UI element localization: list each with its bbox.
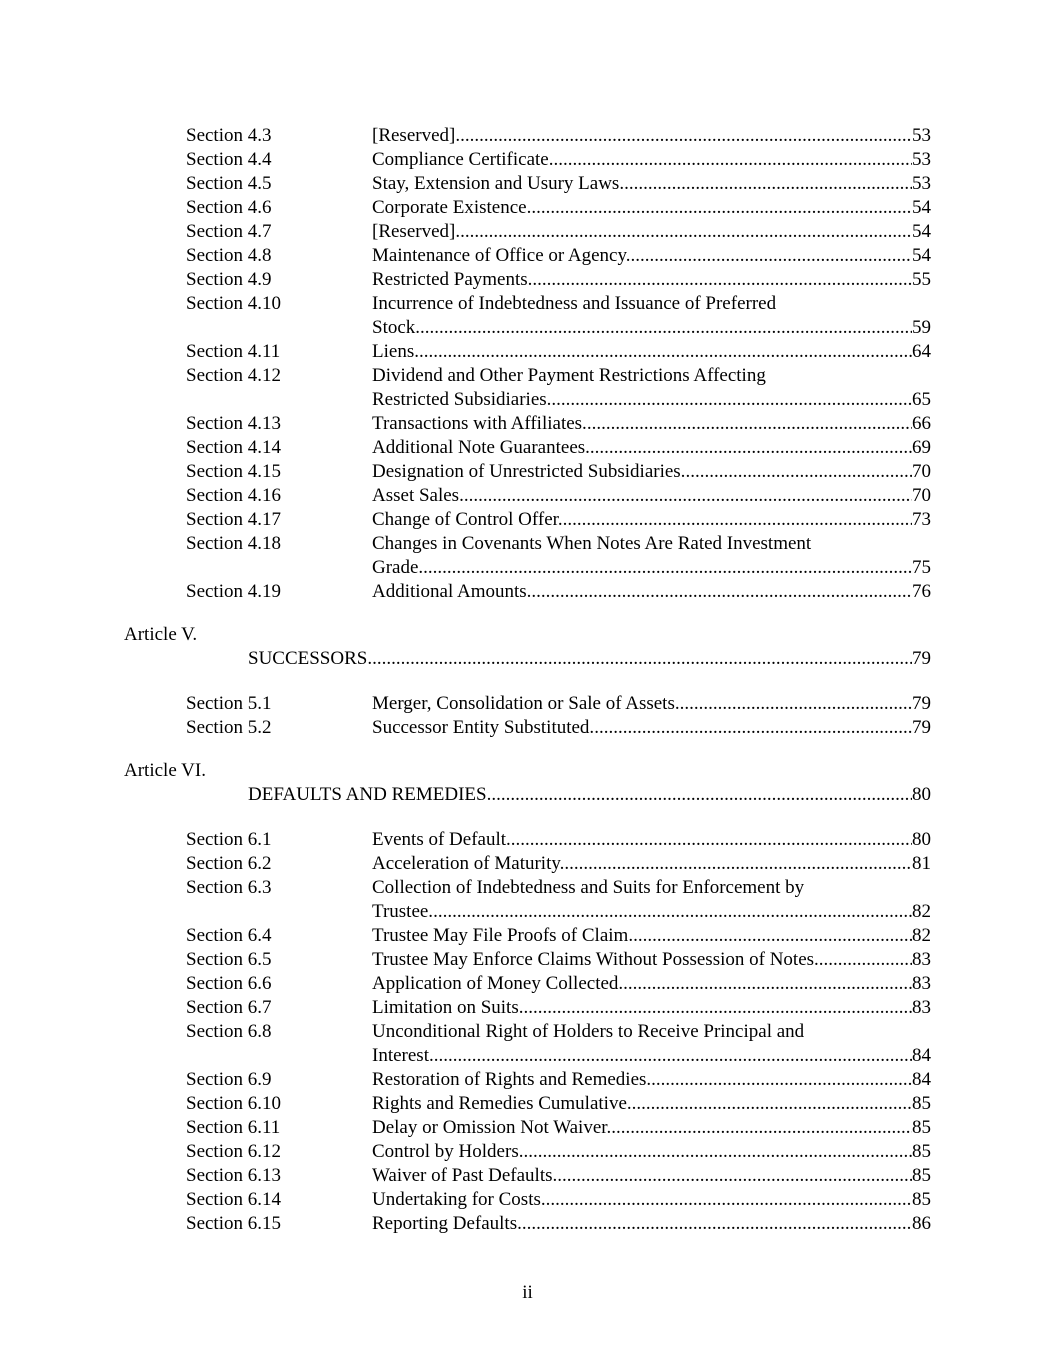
- section-title: Grade.: [372, 557, 424, 578]
- spacer: [0, 604, 1055, 624]
- section-title: Reporting Defaults.: [372, 1213, 522, 1234]
- section-number: Section 4.6: [186, 197, 272, 218]
- dot-leader: [420, 316, 912, 340]
- page-number: 86: [912, 1213, 931, 1234]
- section-number: Section 4.16: [186, 485, 281, 506]
- section-title: Stock.: [372, 317, 421, 338]
- section-number: Section 4.15: [186, 461, 281, 482]
- page-number: 81: [912, 853, 931, 874]
- dot-leader: [594, 716, 912, 740]
- page-number: 65: [912, 389, 931, 410]
- page-number: 85: [912, 1117, 931, 1138]
- section-title: Application of Money Collected.: [372, 973, 624, 994]
- entry-line: [372, 484, 931, 508]
- entry-line: [372, 924, 931, 948]
- section-entry: [372, 124, 931, 148]
- section-title: Waiver of Past Defaults.: [372, 1165, 558, 1186]
- page-number: 83: [912, 949, 931, 970]
- entry-line: [372, 716, 931, 740]
- section-title: Delay or Omission Not Waiver.: [372, 1117, 612, 1138]
- dot-leader: [419, 340, 912, 364]
- page-number: 54: [912, 245, 931, 266]
- section-title: Events of Default.: [372, 829, 511, 850]
- page-number: 83: [912, 997, 931, 1018]
- section-number: Section 6.1: [186, 829, 272, 850]
- entry-line: [372, 1044, 931, 1068]
- spacer: [0, 740, 1055, 760]
- article-v-heading: [0, 624, 1055, 672]
- section-number: Section 5.2: [186, 717, 272, 738]
- toc-row[interactable]: [0, 1140, 1055, 1164]
- page-number: 85: [912, 1189, 931, 1210]
- section-number: Section 4.19: [186, 581, 281, 602]
- entry-line: [372, 1212, 931, 1236]
- section-title: Restoration of Rights and Remedies.: [372, 1069, 652, 1090]
- section-title: Change of Control Offer.: [372, 509, 563, 530]
- section-number: Section 5.1: [186, 693, 272, 714]
- section-number: Section 4.4: [186, 149, 272, 170]
- page-number: 59: [912, 317, 931, 338]
- entry-line: [372, 364, 931, 388]
- toc-row[interactable]: [0, 268, 1055, 292]
- entry-line: [372, 1020, 931, 1044]
- page-number: 79: [912, 693, 931, 714]
- spacer: [0, 672, 1055, 692]
- dot-leader: [685, 460, 912, 484]
- section-title: Merger, Consolidation or Sale of Assets.: [372, 693, 680, 714]
- dot-leader: [611, 1116, 912, 1140]
- page-number: 66: [912, 413, 931, 434]
- dot-leader: [563, 508, 912, 532]
- section-number: Section 6.8: [186, 1021, 272, 1042]
- dot-leader: [423, 556, 912, 580]
- section-number: Section 6.4: [186, 925, 272, 946]
- toc-row[interactable]: [0, 1092, 1055, 1116]
- dot-leader: [531, 196, 912, 220]
- spacer: [0, 808, 1055, 828]
- entry-line: [372, 1092, 931, 1116]
- section-number: Section 6.6: [186, 973, 272, 994]
- toc-row[interactable]: [0, 124, 1055, 148]
- dot-leader: [522, 1212, 912, 1236]
- entry-line: [372, 148, 931, 172]
- page-number: 85: [912, 1093, 931, 1114]
- dot-leader: [460, 124, 912, 148]
- section-number: Section 6.3: [186, 877, 272, 898]
- toc-row[interactable]: [0, 828, 1055, 852]
- section-entry: [372, 148, 931, 172]
- toc-row[interactable]: [0, 1068, 1055, 1092]
- toc-row[interactable]: [0, 436, 1055, 460]
- dot-leader: [549, 148, 912, 172]
- page-number: 80: [912, 784, 931, 805]
- section-title: Collection of Indebtedness and Suits for Enforcement by: [372, 877, 805, 898]
- section-number: Section 4.3: [186, 125, 272, 146]
- entry-line: [372, 412, 931, 436]
- toc-row[interactable]: [0, 1116, 1055, 1140]
- section-number: Section 6.2: [186, 853, 272, 874]
- entry-line: [372, 196, 931, 220]
- article-title-entry[interactable]: [248, 784, 931, 806]
- section-title: Incurrence of Indebtedness and Issuance of Preferred: [372, 293, 777, 314]
- section-title: Control by Holders.: [372, 1141, 524, 1162]
- article-title: DEFAULTS AND REMEDIES: [248, 784, 487, 805]
- section-entry: [372, 460, 931, 484]
- entry-line: [372, 340, 931, 364]
- dot-leader: [487, 784, 912, 806]
- entry-line: [372, 172, 931, 196]
- table-of-contents: [0, 124, 1055, 1236]
- entry-line: [372, 124, 931, 148]
- section-title: Compliance Certificate: [372, 149, 549, 170]
- dot-leader: [680, 692, 912, 716]
- section-entry: [372, 692, 931, 716]
- section-entry: [372, 1164, 931, 1188]
- sections-article-iv: [0, 124, 1055, 604]
- page-number: 85: [912, 1141, 931, 1162]
- dot-leader: [564, 852, 912, 876]
- page-number: 82: [912, 901, 931, 922]
- toc-row[interactable]: [0, 460, 1055, 484]
- toc-row[interactable]: [0, 580, 1055, 604]
- page-number: 69: [912, 437, 931, 458]
- dot-leader: [546, 1188, 912, 1212]
- section-title: Unconditional Right of Holders to Receive Principal and: [372, 1021, 805, 1042]
- entry-line: [372, 1188, 931, 1212]
- page-number: 54: [912, 221, 931, 242]
- section-title: Acceleration of Maturity.: [372, 853, 565, 874]
- section-title: Corporate Existence.: [372, 197, 532, 218]
- toc-row[interactable]: [0, 172, 1055, 196]
- section-number: Section 6.15: [186, 1213, 281, 1234]
- entry-line: [372, 244, 931, 268]
- section-number: Section 6.9: [186, 1069, 272, 1090]
- section-entry: [372, 292, 931, 340]
- dot-leader: [557, 1164, 912, 1188]
- toc-row[interactable]: [0, 244, 1055, 268]
- toc-row[interactable]: [0, 996, 1055, 1020]
- page-number: 64: [912, 341, 931, 362]
- section-entry: [372, 876, 931, 924]
- page-number: 85: [912, 1165, 931, 1186]
- page-number: 53: [912, 125, 931, 146]
- page-number: 55: [912, 269, 931, 290]
- section-title: Stay, Extension and Usury Laws.: [372, 173, 625, 194]
- section-entry: [372, 716, 931, 740]
- page-number: 76: [912, 581, 931, 602]
- dot-leader: [464, 484, 912, 508]
- toc-row[interactable]: [0, 852, 1055, 876]
- entry-line: [372, 1116, 931, 1140]
- dot-leader: [623, 972, 912, 996]
- section-entry: [372, 244, 931, 268]
- toc-row[interactable]: [0, 292, 1055, 340]
- entry-line: [372, 1068, 931, 1092]
- entry-line: [372, 220, 931, 244]
- entry-line: [372, 508, 931, 532]
- dot-leader: [631, 244, 912, 268]
- section-entry: [372, 412, 931, 436]
- toc-row[interactable]: [0, 1164, 1055, 1188]
- section-number: Section 6.13: [186, 1165, 281, 1186]
- section-entry: [372, 828, 931, 852]
- toc-row[interactable]: [0, 148, 1055, 172]
- section-title: Dividend and Other Payment Restrictions Affecting: [372, 365, 766, 386]
- sections-article-vi: [0, 828, 1055, 1236]
- section-entry: [372, 364, 931, 412]
- article-label: Article V.: [124, 624, 198, 645]
- toc-row[interactable]: [0, 924, 1055, 948]
- entry-line: [372, 692, 931, 716]
- entry-line: [372, 460, 931, 484]
- section-entry: [372, 580, 931, 604]
- page-number: 84: [912, 1045, 931, 1066]
- section-entry: [372, 340, 931, 364]
- dot-leader: [590, 436, 912, 460]
- dot-leader: [433, 900, 912, 924]
- section-number: Section 4.14: [186, 437, 281, 458]
- section-entry: [372, 1116, 931, 1140]
- page-number: 53: [912, 149, 931, 170]
- section-entry: [372, 1068, 931, 1092]
- section-entry: [372, 1092, 931, 1116]
- dot-leader: [434, 1044, 912, 1068]
- section-number: Section 6.7: [186, 997, 272, 1018]
- section-entry: [372, 1020, 931, 1068]
- section-number: Section 4.8: [186, 245, 272, 266]
- section-entry: [372, 220, 931, 244]
- entry-line: [372, 388, 931, 412]
- toc-row[interactable]: [0, 716, 1055, 740]
- entry-line: [372, 948, 931, 972]
- section-entry: [372, 852, 931, 876]
- entry-line: [372, 316, 931, 340]
- entry-line: [372, 436, 931, 460]
- section-entry: [372, 172, 931, 196]
- toc-row[interactable]: [0, 220, 1055, 244]
- section-entry: [372, 1188, 931, 1212]
- page-number: 53: [912, 173, 931, 194]
- dot-leader: [633, 924, 912, 948]
- section-title: Trustee May Enforce Claims Without Possession of Notes.: [372, 949, 819, 970]
- dot-leader: [532, 268, 912, 292]
- entry-line: [372, 996, 931, 1020]
- entry-line: [372, 900, 931, 924]
- toc-row[interactable]: [0, 876, 1055, 924]
- page-number: 73: [912, 509, 931, 530]
- section-entry: [372, 948, 931, 972]
- section-number: Section 6.14: [186, 1189, 281, 1210]
- entry-line: [372, 268, 931, 292]
- toc-row[interactable]: [0, 412, 1055, 436]
- page-number: 70: [912, 485, 931, 506]
- entry-line: [372, 532, 931, 556]
- section-entry: [372, 972, 931, 996]
- page-number: 79: [912, 717, 931, 738]
- toc-row[interactable]: [0, 364, 1055, 412]
- toc-row[interactable]: [0, 972, 1055, 996]
- dot-leader: [632, 1092, 912, 1116]
- section-title: Interest.: [372, 1045, 434, 1066]
- section-number: Section 6.12: [186, 1141, 281, 1162]
- section-number: Section 4.9: [186, 269, 272, 290]
- section-number: Section 4.11: [186, 341, 281, 362]
- dot-leader: [819, 948, 912, 972]
- dot-leader: [531, 580, 912, 604]
- dot-leader: [587, 412, 912, 436]
- section-entry: [372, 196, 931, 220]
- page-number: 82: [912, 925, 931, 946]
- section-title: Limitation on Suits.: [372, 997, 524, 1018]
- dot-leader: [651, 1068, 912, 1092]
- toc-row[interactable]: [0, 1020, 1055, 1068]
- toc-row[interactable]: [0, 532, 1055, 580]
- section-title: Successor Entity Substituted.: [372, 717, 595, 738]
- page-number: 70: [912, 461, 931, 482]
- section-number: Section 6.10: [186, 1093, 281, 1114]
- toc-row[interactable]: [0, 340, 1055, 364]
- article-title: SUCCESSORS: [248, 648, 368, 669]
- section-entry: [372, 1140, 931, 1164]
- toc-row[interactable]: [0, 1212, 1055, 1236]
- section-title: Trustee.: [372, 901, 434, 922]
- section-title: Undertaking for Costs.: [372, 1189, 546, 1210]
- section-title: Rights and Remedies Cumulative.: [372, 1093, 632, 1114]
- section-title: Additional Note Guarantees.: [372, 437, 590, 458]
- section-number: Section 4.17: [186, 509, 281, 530]
- section-entry: [372, 484, 931, 508]
- section-number: Section 6.5: [186, 949, 272, 970]
- section-title: Changes in Covenants When Notes Are Rated Investment: [372, 533, 812, 554]
- dot-leader: [624, 172, 912, 196]
- toc-row[interactable]: [0, 196, 1055, 220]
- section-title: Restricted Payments.: [372, 269, 533, 290]
- section-title: Asset Sales.: [372, 485, 464, 506]
- section-number: Section 4.7: [186, 221, 272, 242]
- page-number: 79: [912, 648, 931, 669]
- section-title: [Reserved].: [372, 221, 461, 242]
- dot-leader: [523, 1140, 912, 1164]
- section-number: Section 6.11: [186, 1117, 281, 1138]
- dot-leader: [367, 648, 912, 670]
- entry-line: [372, 1140, 931, 1164]
- toc-row[interactable]: [0, 508, 1055, 532]
- section-title: Liens.: [372, 341, 419, 362]
- page-number: 84: [912, 1069, 931, 1090]
- section-number: Section 4.13: [186, 413, 281, 434]
- entry-line: [372, 1164, 931, 1188]
- toc-row[interactable]: [0, 948, 1055, 972]
- section-title: Restricted Subsidiaries.: [372, 389, 552, 410]
- dot-leader: [523, 996, 912, 1020]
- entry-line: [372, 972, 931, 996]
- sections-article-v: [0, 692, 1055, 740]
- section-number: Section 4.12: [186, 365, 281, 386]
- entry-line: [372, 876, 931, 900]
- toc-row[interactable]: [0, 1188, 1055, 1212]
- entry-line: [372, 580, 931, 604]
- page-number: 54: [912, 197, 931, 218]
- section-entry: [372, 436, 931, 460]
- section-title: Designation of Unrestricted Subsidiaries.: [372, 461, 686, 482]
- toc-row[interactable]: [0, 692, 1055, 716]
- section-entry: [372, 996, 931, 1020]
- toc-row[interactable]: [0, 484, 1055, 508]
- page-footer-number: ii: [522, 1282, 533, 1303]
- dot-leader: [511, 828, 912, 852]
- article-vi-heading: [0, 760, 1055, 808]
- section-entry: [372, 924, 931, 948]
- section-title: [Reserved].: [372, 125, 461, 146]
- section-title: Transactions with Affiliates.: [372, 413, 587, 434]
- dot-leader: [551, 388, 912, 412]
- dot-leader: [460, 220, 912, 244]
- section-title: Additional Amounts.: [372, 581, 532, 602]
- page-number: 83: [912, 973, 931, 994]
- entry-line: [372, 292, 931, 316]
- entry-line: [372, 556, 931, 580]
- entry-line: [372, 852, 931, 876]
- page-number: 80: [912, 829, 931, 850]
- article-label: Article VI.: [124, 760, 206, 781]
- article-title-entry[interactable]: [248, 648, 931, 670]
- page-number: 75: [912, 557, 931, 578]
- entry-line: [372, 828, 931, 852]
- section-number: Section 4.18: [186, 533, 281, 554]
- section-title: Maintenance of Office or Agency.: [372, 245, 631, 266]
- section-entry: [372, 532, 931, 580]
- section-title: Trustee May File Proofs of Claim.: [372, 925, 634, 946]
- section-entry: [372, 1212, 931, 1236]
- section-entry: [372, 508, 931, 532]
- section-number: Section 4.10: [186, 293, 281, 314]
- section-entry: [372, 268, 931, 292]
- section-number: Section 4.5: [186, 173, 272, 194]
